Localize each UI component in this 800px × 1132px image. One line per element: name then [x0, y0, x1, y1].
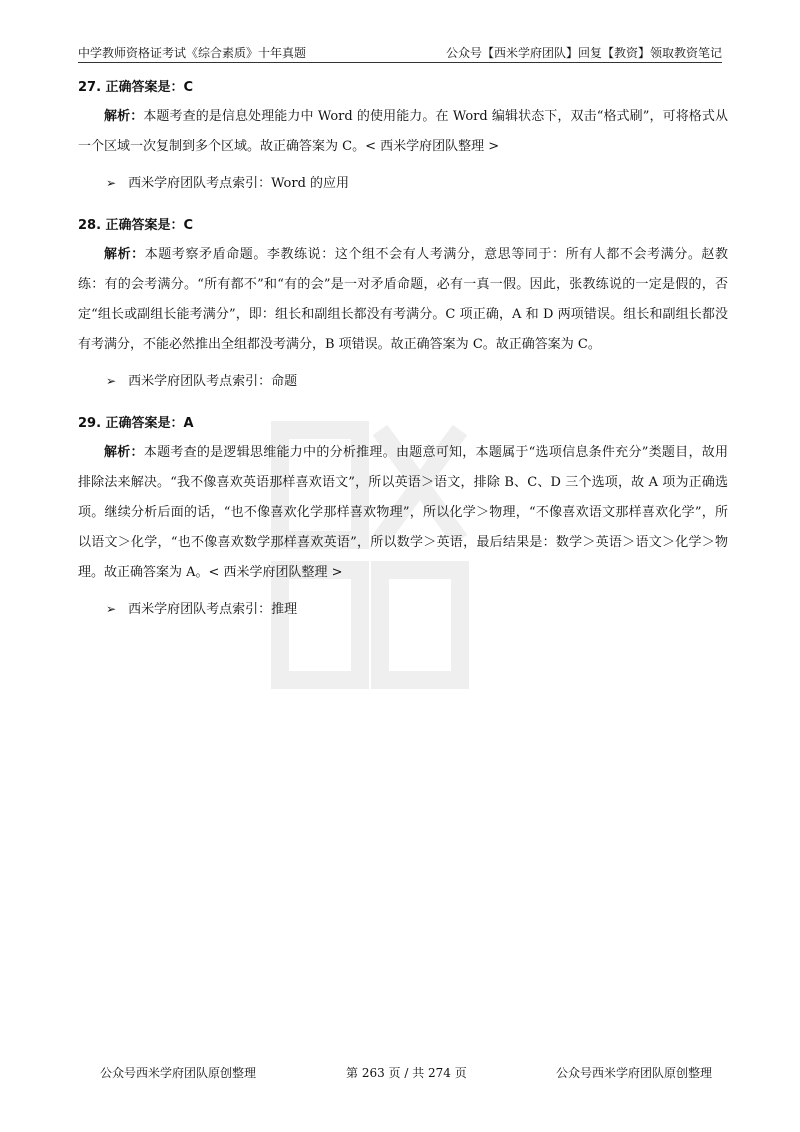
- page-footer: [0, 1064, 800, 1084]
- answer-heading: 27. 正确答案是：C: [78, 80, 194, 95]
- arrow-bullet-icon: ➢: [106, 176, 117, 190]
- analysis-paragraph: [78, 240, 728, 360]
- answer-content: [78, 78, 728, 624]
- analysis-paragraph: [78, 438, 728, 588]
- index-text: 西米学府团队考点索引：推理: [128, 602, 298, 617]
- arrow-bullet-icon: ➢: [106, 374, 117, 388]
- knowledge-index: [106, 168, 728, 198]
- knowledge-index: [106, 594, 728, 624]
- header-title: 中学教师资格证考试《综合素质》十年真题: [78, 46, 307, 60]
- analysis-text: 本题考查的是逻辑思维能力中的分析推理。由题意可知，本题属于“选项信息条件充分”类题目，故用排除法来解决。“我不像喜欢英语那样喜欢语文”，所以英语＞语文，排除 B、C、D 三个选项，故 A 项为正确选项。继续分析后面的话，“也不像喜欢化学那样喜欢物理”，所以化学＞物理，“不像喜欢语文那样喜欢化学”，所以语文＞化学，“也不像喜欢数学那样喜欢英语”，所以数学＞英语，最后结果是：数学＞英语＞语文＞化学＞物理。故正确答案为 A。< 西米学府团队整理 >: [78, 445, 728, 580]
- question-29: [78, 414, 728, 624]
- page-number: 第 263 页 / 共 274 页: [346, 1066, 467, 1080]
- knowledge-index: [106, 366, 728, 396]
- analysis-label: 解析：: [104, 109, 144, 124]
- analysis-label: 解析：: [104, 247, 145, 262]
- analysis-text: 本题考查的是信息处理能力中 Word 的使用能力。在 Word 编辑状态下，双击“格式刷”，可将格式从一个区域一次复制到多个区域。故正确答案为 C。< 西米学府团队整理 >: [78, 109, 728, 154]
- question-27: [78, 78, 728, 198]
- question-28: [78, 216, 728, 396]
- index-text: 西米学府团队考点索引：Word 的应用: [128, 176, 350, 191]
- analysis-text: 本题考察矛盾命题。李教练说：这个组不会有人考满分，意思等同于：所有人都不会考满分。赵教练：有的会考满分。“所有都不”和“有的会”是一对矛盾命题，必有一真一假。因此，张教练说的一定是假的，否定“组长或副组长能考满分”，即：组长和副组长都没有考满分。C 项正确，A 和 D 两项错误。组长和副组长都没有考满分，不能必然推出全组都没考满分，B 项错误。故正确答案为 C。故正确答案为 C。: [78, 247, 728, 352]
- index-text: 西米学府团队考点索引：命题: [128, 374, 298, 389]
- answer-heading: 28. 正确答案是：C: [78, 218, 194, 233]
- answer-heading: 29. 正确答案是：A: [78, 416, 194, 431]
- footer-left: 公众号西米学府团队原创整理: [100, 1066, 257, 1080]
- header-promo: 公众号【西米学府团队】回复【教资】领取教资笔记: [445, 46, 722, 60]
- footer-right: 公众号西米学府团队原创整理: [556, 1066, 713, 1080]
- arrow-bullet-icon: ➢: [106, 602, 117, 616]
- analysis-paragraph: [78, 102, 728, 162]
- page-header: [78, 38, 722, 63]
- analysis-label: 解析：: [104, 445, 144, 460]
